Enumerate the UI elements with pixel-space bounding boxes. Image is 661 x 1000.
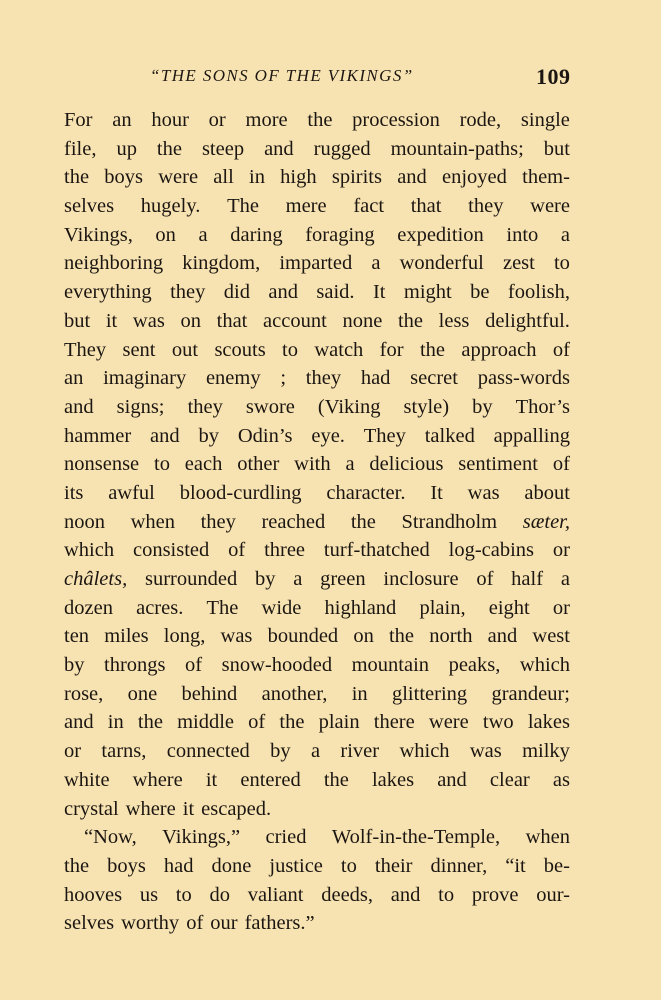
word: zest [502,252,535,275]
word: crystal [64,797,119,820]
word: They [64,338,107,361]
word: about [524,481,570,504]
word: was [220,625,253,648]
word: the [156,137,182,160]
text-line [64,795,570,824]
word: hugely. [140,195,201,218]
text-line [64,393,570,422]
body-text [64,106,570,938]
word: rose, [64,682,104,705]
word: they [200,510,236,533]
word: when [525,826,570,849]
word: delightful. [485,309,570,332]
word: entered [240,768,301,791]
text-line [64,163,570,192]
word: its [64,481,84,504]
word: talked [424,424,475,447]
word: it [105,309,118,332]
word: had [163,854,194,877]
word: châlets, [64,568,128,590]
word: eye. [311,424,345,447]
word: into [506,223,539,246]
word: half [511,568,544,590]
text-line [64,680,570,709]
text-line [64,852,570,881]
text-line [64,708,570,737]
word: imparted [279,252,353,275]
word: the [137,711,163,734]
word: they [468,195,504,218]
word: fathers.” [244,912,315,935]
word: justice [269,854,323,877]
word: Odin’s [237,424,293,447]
word: delicious [369,453,444,476]
word: Wolf-in-the-Temple, [331,826,501,849]
word: miles [104,625,149,648]
word: Thor’s [515,395,570,418]
word: worthy [121,912,180,935]
word: glittering [391,682,468,705]
word: surrounded [144,568,238,590]
word: kingdom, [182,252,261,275]
word: the [350,510,376,533]
word: secret [410,367,458,390]
text-line [64,192,570,221]
word: dozen [64,596,113,619]
word: everything [64,281,152,304]
word: as [552,768,570,791]
word: to [438,883,455,906]
word: two [482,711,514,734]
word: that [216,309,248,332]
word: us [139,883,159,906]
word: and [64,711,94,734]
word: middle [177,711,235,734]
word: character. [326,481,406,504]
word: of [552,338,570,361]
word: in [351,682,368,705]
word: file, [64,137,97,160]
word: in [249,166,265,189]
word: was [132,309,165,332]
word: turf-thatched [323,539,430,562]
word: noon [64,510,105,533]
word: their [374,854,413,877]
word: to [340,854,357,877]
word: foraging [305,223,375,246]
word: were [158,166,199,189]
word: done [211,854,252,877]
word: mere [285,195,327,218]
word: style) [403,395,450,418]
text-line [64,508,570,537]
word: the [64,854,90,877]
text-line [64,106,570,135]
word: with [294,453,331,476]
text-line [64,450,570,479]
word: and [437,768,467,791]
word: were [530,195,570,218]
word: to [175,883,192,906]
word: grandeur; [491,682,570,705]
word: eight [488,596,530,619]
word: swore [245,395,295,418]
text-line [64,336,570,365]
word: they [187,395,223,418]
word: there [373,711,415,734]
text-line [64,364,570,393]
text-line [64,307,570,336]
word: “Now, [84,826,137,849]
word: cried [265,826,307,849]
word: snow-hooded [221,654,333,677]
word: and [64,395,94,418]
word: by [270,740,291,763]
word: do [209,883,230,906]
text-line [64,278,570,307]
text-line [64,536,570,565]
text-line [64,249,570,278]
word: account [263,309,327,332]
word: They [363,424,406,447]
word: the [397,309,423,332]
word: them- [522,166,570,189]
text-line [64,737,570,766]
word: daring [230,223,283,246]
word: more [245,109,288,131]
word: by [254,568,276,590]
word: a [293,568,303,590]
word: acres. [136,596,184,619]
word: were [428,711,469,734]
word: highland [324,596,397,619]
word: milky [522,740,570,763]
word: our [210,912,238,935]
word: steep [201,137,245,160]
word: a [345,453,355,476]
word: rugged [313,137,371,160]
word: was [469,740,502,763]
word: of [228,539,246,562]
word: an [64,367,84,390]
word: “it [505,854,526,877]
word: deeds, [321,883,374,906]
word: clear [489,768,530,791]
word: For [64,109,93,131]
word: hammer [64,424,132,447]
word: another, [261,682,328,705]
text-line [64,881,570,910]
word: to [154,453,170,476]
word: of [552,453,570,476]
word: log-cabins [448,539,535,562]
word: lakes [527,711,570,734]
word: of [185,654,203,677]
word: on [353,625,374,648]
word: mountain-paths; [390,137,524,160]
word: other [237,453,280,476]
word: sent [122,338,156,361]
word: or [208,109,226,131]
word: tarns, [101,740,147,763]
word: awful [108,481,155,504]
word: mountain [351,654,430,677]
word: they [170,281,206,304]
word: river [340,740,380,763]
word: might [403,281,452,304]
word: that [410,195,442,218]
word: enjoyed [442,166,507,189]
text-line [64,565,570,594]
text-line [64,594,570,623]
word: signs; [116,395,165,418]
word: the [419,338,445,361]
word: when [130,510,175,533]
word: green [320,568,366,590]
word: selves [64,195,115,218]
word: it [182,797,195,820]
word: The [227,195,259,218]
word: the [388,625,415,648]
text-line [64,622,570,651]
word: less [438,309,470,332]
word: peaks, [448,654,501,677]
word: it [205,768,218,791]
word: rode, [459,109,502,131]
word: wide [261,596,302,619]
word: but [543,137,570,160]
word: watch [314,338,364,361]
word: for [379,338,404,361]
word: on [180,309,201,332]
text-line [64,422,570,451]
word: enemy [205,367,261,390]
word: approach [461,338,537,361]
word: inclosure [383,568,459,590]
word: nonsense [64,453,140,476]
word: throngs [104,654,166,677]
word: single [520,109,570,131]
word: said. [316,281,355,304]
word: the [307,109,333,131]
word: boys [107,854,146,877]
text-line [64,651,570,680]
word: or [552,539,570,562]
word: of [248,711,266,734]
word: expedition [397,223,484,246]
word: of [186,912,204,935]
word: hour [151,109,189,131]
word: or [64,740,82,763]
word: to [282,338,298,361]
word: a [310,740,321,763]
word: and [390,883,421,906]
word: by [472,395,493,418]
word: on [155,223,176,246]
word: and [264,137,294,160]
word: reached [261,510,326,533]
word: by [64,654,85,677]
word: three [264,539,306,562]
word: escaped. [201,797,272,820]
word: had [360,367,391,390]
word: bounded [267,625,339,648]
word: the [323,768,349,791]
word: behind [181,682,238,705]
page-header [0,64,661,92]
word: foolish, [507,281,570,304]
word: prove [471,883,519,906]
word: west [532,625,570,648]
word: neighboring [64,252,164,275]
word: and [150,424,180,447]
word: and [397,166,427,189]
word: the [279,711,305,734]
word: or [552,596,570,619]
word: be [470,281,490,304]
word: each [184,453,223,476]
text-line [64,221,570,250]
word: lakes [371,768,415,791]
word: It [372,281,386,304]
word: but [64,309,91,332]
text-line [64,479,570,508]
word: boys [104,166,143,189]
word: which [64,539,115,562]
word: long, [163,625,206,648]
word: wonderful [399,252,484,275]
word: plain, [419,596,466,619]
word: which [519,654,570,677]
word: none [342,309,383,332]
text-line [64,135,570,164]
word: connected [166,740,250,763]
word: consisted [132,539,210,562]
word: white [64,768,110,791]
word: out [171,338,199,361]
word: scouts [214,338,266,361]
word: did [223,281,250,304]
word: dinner, [430,854,488,877]
word: where [132,768,183,791]
word: selves [64,912,115,935]
word: by [198,424,219,447]
running-title: “THE SONS OF THE VIKINGS” [150,66,414,85]
word: to [553,252,570,275]
word: procession [352,109,440,131]
word: Vikings, [64,223,133,246]
word: Strandholm [401,510,498,533]
word: imaginary [103,367,187,390]
word: sæter, [522,510,570,533]
page-number: 109 [536,64,571,89]
word: a [198,223,208,246]
word: in [107,711,124,734]
word: Vikings,” [162,826,241,849]
word: and [268,281,298,304]
word: was [467,481,500,504]
word: north [429,625,473,648]
word: and [487,625,518,648]
word: ten [64,625,90,648]
word: one [127,682,158,705]
word: sentiment [458,453,538,476]
word: fact [353,195,385,218]
text-line [64,766,570,795]
text-line [64,823,570,852]
word: spirits [331,166,382,189]
text-line [64,909,570,938]
word: The [206,596,239,619]
word: plain [318,711,360,734]
word: high [280,166,317,189]
word: pass-words [477,367,570,390]
word: (Viking [317,395,381,418]
word: which [399,740,450,763]
word: hooves [64,883,123,906]
word: be- [543,854,570,877]
word: appalling [493,424,570,447]
word: blood-curdling [179,481,302,504]
word: the [64,166,90,189]
word: up [116,137,137,160]
word: a [560,568,570,590]
word: It [430,481,443,504]
word: ; [280,367,287,390]
word: all [213,166,234,189]
word: they [305,367,342,390]
word: of [476,568,494,590]
word: where [125,797,176,820]
word: our- [536,883,570,906]
word: an [112,109,132,131]
word: a [371,252,381,275]
word: valiant [247,883,304,906]
word: a [560,223,570,246]
